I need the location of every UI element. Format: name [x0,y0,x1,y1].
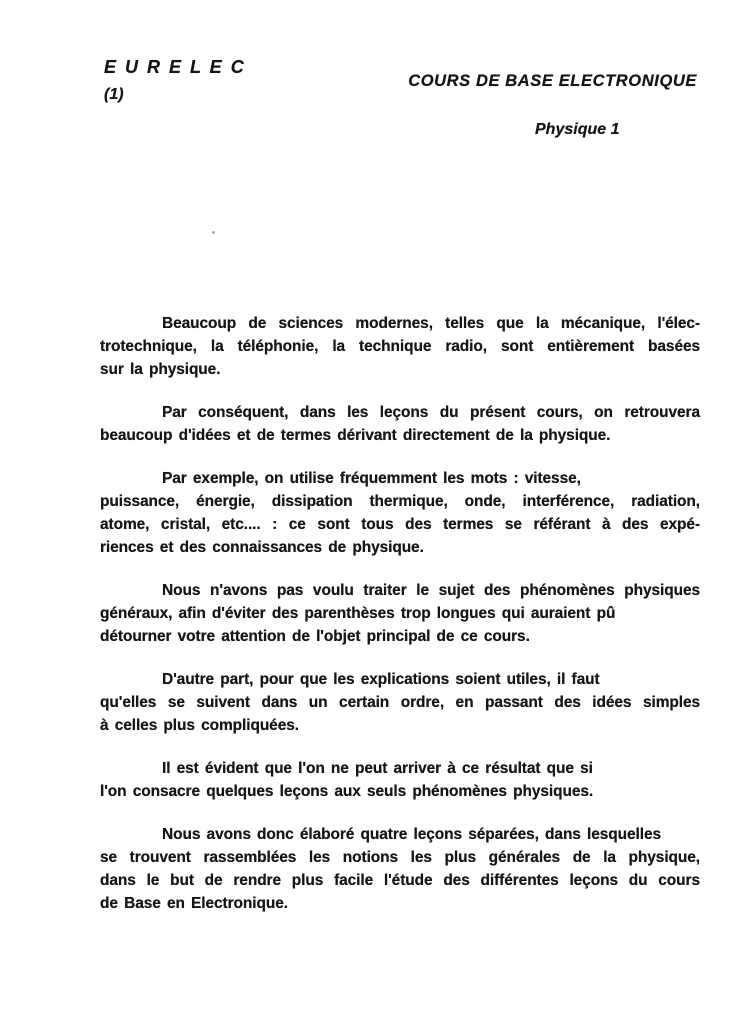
paragraph [100,579,700,648]
paragraph [100,757,700,803]
text-line: généraux, afin d'éviter des parenthèses trop longues qui auraient pû [100,605,616,622]
lesson-title: Physique 1 [535,121,620,138]
text-line: détourner votre attention de l'objet principal de ce cours. [100,628,530,645]
text-line: trotechnique, la téléphonie, la technique radio, sont entièrement basées [100,338,700,355]
text-line: Par conséquent, dans les leçons du présent cours, on retrouvera [162,404,700,421]
text-line: riences et des connaissances de physique. [100,539,424,556]
text-line: l'on consacre quelques leçons aux seuls phénomènes physiques. [100,783,594,800]
text-line: à celles plus compliquées. [100,717,299,734]
course-title: COURS DE BASE ELECTRONIQUE [408,72,697,90]
publisher-name: E U R E L E C [104,57,246,77]
paragraph [100,312,700,381]
paragraph [100,668,700,737]
text-line: Il est évident que l'on ne peut arriver à ce résultat que si [162,760,593,777]
paragraph [100,467,700,559]
text-line: de Base en Electronique. [100,895,288,912]
text-line: sur la physique. [100,361,221,378]
text-line: se trouvent rassemblées les notions les plus générales de la physique, [100,849,700,866]
fascicule-number: (1) [104,86,124,103]
text-line: Nous avons donc élaboré quatre leçons séparées, dans lesquelles [162,826,661,843]
paragraph [100,823,700,915]
text-line: Nous n'avons pas voulu traiter le sujet des phénomènes physiques [162,582,700,599]
text-line: puissance, énergie, dissipation thermique, onde, interférence, radiation, [100,493,700,510]
text-line: qu'elles se suivent dans un certain ordre, en passant des idées simples [100,694,700,711]
text-line: atome, cristal, etc.... : ce sont tous des termes se référant à des expé- [100,516,700,533]
body-text [100,312,700,935]
text-line: beaucoup d'idées et de termes dérivant directement de la physique. [100,427,611,444]
text-line: D'autre part, pour que les explications soient utiles, il faut [162,671,600,688]
text-line: Par exemple, on utilise fréquemment les mots : vitesse, [162,470,581,487]
paragraph [100,401,700,447]
scan-artifact-dot [212,231,215,234]
text-line: dans le but de rendre plus facile l'étude des différentes leçons du cours [100,872,700,889]
text-line: Beaucoup de sciences modernes, telles que la mécanique, l'élec- [162,315,700,332]
